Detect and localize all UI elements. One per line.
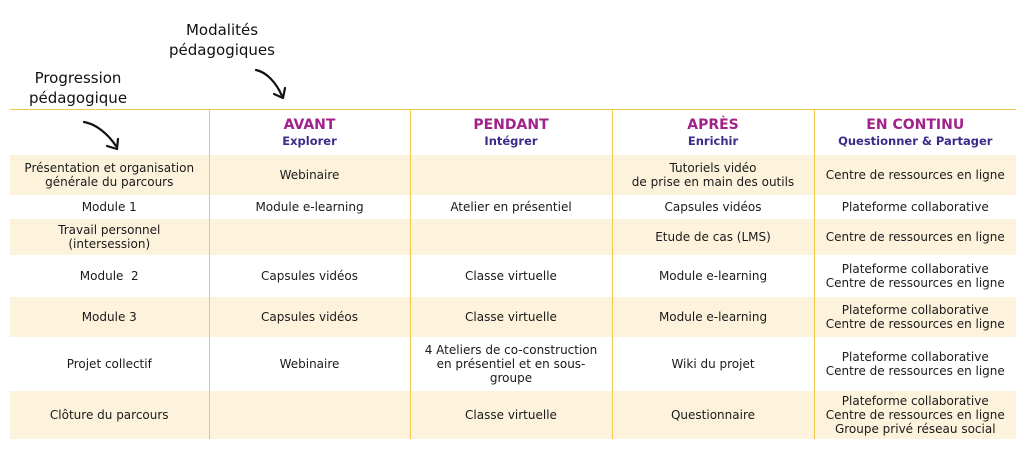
pendant-cell [410,391,612,439]
row-label-cell [10,391,209,439]
cell-text: Etude de cas (LMS) [655,230,771,244]
en-continu-cell [814,337,1016,391]
avant-cell [209,337,410,391]
cell-text: Centre de ressources en ligne [825,408,1005,422]
cell-text: en présentiel et en sous- [436,357,586,371]
cell-text: Classe virtuelle [465,408,557,422]
header-apres [612,110,814,156]
apres-cell [612,391,814,439]
cell-text: Module e-learning [658,269,768,283]
cell-text: Capsules vidéos [664,200,762,214]
row-label: Projet collectif [66,357,152,371]
en-continu-cell [814,297,1016,337]
cell-text: groupe [489,371,533,385]
row-label-cell [10,297,209,337]
cell-text: de prise en main des outils [631,175,795,189]
cell-text: Atelier en présentiel [450,200,572,214]
row-label: générale du parcours [45,175,174,189]
progression-label-line2: pédagogique [28,89,128,107]
header-title: APRÈS [687,117,739,133]
cell-text: Centre de ressources en ligne [825,168,1005,182]
row-label: Travail personnel [58,223,161,237]
pendant-cell [410,219,612,255]
row-label: Module 2 [79,269,139,283]
cell-text: Plateforme collaborative [841,394,989,408]
avant-cell [209,391,410,439]
cell-text: Centre de ressources en ligne [825,364,1005,378]
cell-text: Plateforme collaborative [841,262,989,276]
modalites-label [157,20,287,60]
en-continu-cell [814,195,1016,219]
cell-text: Classe virtuelle [465,269,557,283]
cell-text: Module e-learning [255,200,364,214]
cell-text: 4 Ateliers de co-construction [424,343,598,357]
apres-cell [612,155,814,195]
header-subtitle: Questionner & Partager [838,134,993,148]
cell-text: Centre de ressources en ligne [825,230,1005,244]
cell-text: Centre de ressources en ligne [825,317,1005,331]
cell-text: Webinaire [279,168,340,182]
table-row [10,155,1016,195]
row-label-cell [10,255,209,297]
avant-cell [209,297,410,337]
cell-text: Wiki du projet [671,357,755,371]
row-label-cell [10,337,209,391]
table-row [10,255,1016,297]
apres-cell [612,297,814,337]
cell-text: Centre de ressources en ligne [825,276,1005,290]
header-title: AVANT [283,117,336,133]
header-subtitle: Enrichir [687,134,739,148]
header-empty-cell [10,110,209,156]
header-title: EN CONTINU [866,117,965,133]
header-pendant [410,110,612,156]
row-label: Présentation et organisation [24,161,195,175]
cell-text: Module e-learning [658,310,768,324]
avant-cell [209,255,410,297]
header-title: PENDANT [473,117,549,133]
apres-cell [612,337,814,391]
cell-text: Groupe privé réseau social [834,422,996,436]
row-label: Module 3 [81,310,137,324]
en-continu-cell [814,255,1016,297]
header-avant [209,110,410,156]
table-row [10,219,1016,255]
en-continu-cell [814,155,1016,195]
avant-cell [209,219,410,255]
header-subtitle: Explorer [282,134,337,148]
modalites-label-line1: Modalités [185,21,259,39]
avant-cell [209,195,410,219]
cell-text: Tutoriels vidéo [669,161,757,175]
cell-text: Webinaire [279,357,340,371]
cell-text: Capsules vidéos [260,310,359,324]
apres-cell [612,255,814,297]
cell-text: Plateforme collaborative [841,200,989,214]
en-continu-cell [814,391,1016,439]
pendant-cell [410,255,612,297]
header-subtitle: Intégrer [484,134,538,148]
row-label: Module 1 [81,200,137,214]
row-label-cell [10,219,209,255]
cell-text: Capsules vidéos [260,269,359,283]
avant-cell [209,155,410,195]
pendant-cell [410,337,612,391]
table-row [10,195,1016,219]
cell-text: Classe virtuelle [465,310,557,324]
table-row [10,391,1016,439]
cell-text: Plateforme collaborative [841,350,989,364]
pedagogy-table [10,109,1016,439]
row-label-cell [10,195,209,219]
modalites-label-line2: pédagogiques [169,41,275,59]
pendant-cell [410,195,612,219]
apres-cell [612,195,814,219]
table-row [10,337,1016,391]
row-label: Clôture du parcours [49,408,169,422]
progression-label [18,68,138,108]
row-label-cell [10,155,209,195]
table-header-row [10,110,1016,156]
pendant-cell [410,155,612,195]
table-row [10,297,1016,337]
header-en-continu [814,110,1016,156]
apres-cell [612,219,814,255]
row-label: (intersession) [68,237,151,251]
cell-text: Plateforme collaborative [841,303,989,317]
pendant-cell [410,297,612,337]
en-continu-cell [814,219,1016,255]
progression-label-line1: Progression [34,69,122,87]
cell-text: Questionnaire [670,408,756,422]
arrow-down-right-icon [252,64,292,104]
